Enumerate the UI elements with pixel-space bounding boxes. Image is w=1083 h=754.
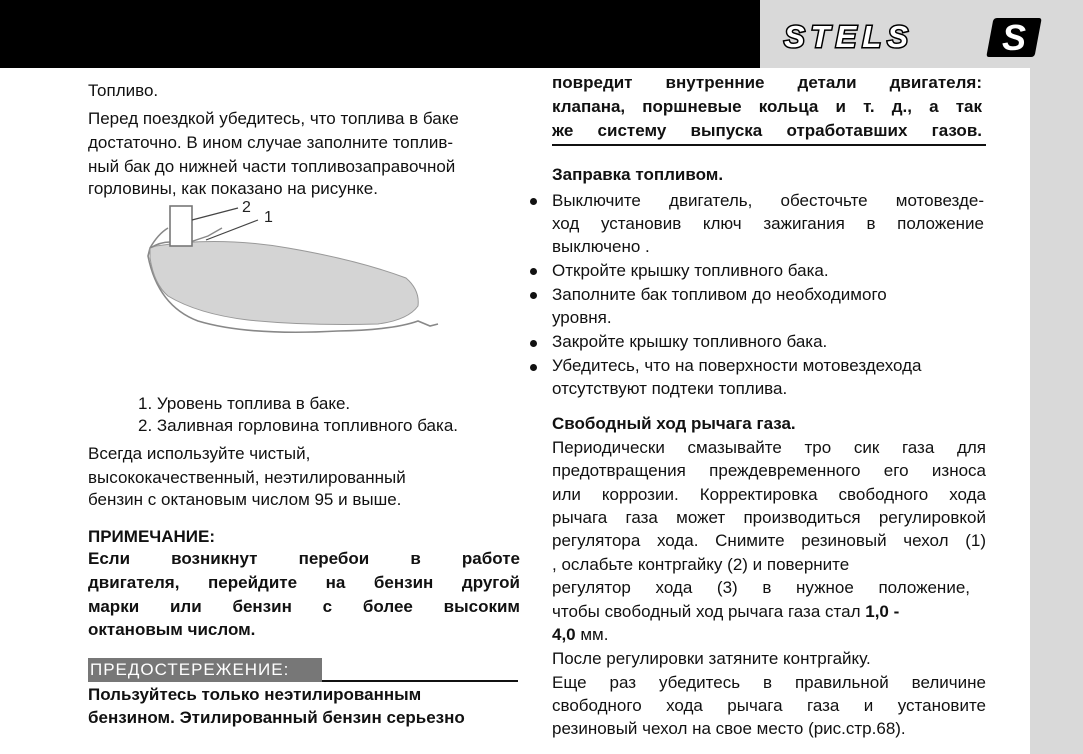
fuel-p1-line-1: Перед поездкой убедитесь, что топлива в баке [88,109,459,128]
throttle-unit: мм. [575,625,609,644]
fuel-p2-line-2: высококачественный, неэтилированный [88,468,406,487]
throttle-after-line-3: свободного хода рычага газа и установите [552,696,986,715]
figure-caption-2: 2. Заливная горловина топливного бака. [138,416,458,435]
throttle-line-4: рычага газа может производиться регулировкой [552,508,986,527]
refuel-item-1-line-1: Выключите двигатель, обесточьте мотовезде- [552,191,984,210]
throttle-after-line-2: Еще раз убедитесь в правильной величине [552,673,986,692]
brand-badge-icon [985,14,1043,60]
note-title: ПРИМЕЧАНИЕ: [88,527,215,546]
throttle-line-9 [552,624,608,646]
filler-neck [170,206,192,246]
throttle-line-8-text: чтобы свободный ход рычага газа стал [552,602,866,621]
note-line-1: Если возникнут перебои в работе [88,549,520,568]
bullet-icon [530,198,537,205]
note-line-3: марки или бензин с более высоким [88,597,520,616]
refuel-item-4: Закройте крышку топливного бака. [552,332,828,351]
throttle-title: Свободный ход рычага газа. [552,414,796,433]
refuel-item-1-line-3: выключено . [552,237,650,256]
note-line-2: двигателя, перейдите на бензин другой [88,573,520,592]
side-strip [1030,68,1083,754]
refuel-item-2: Откройте крышку топливного бака. [552,261,829,280]
bullet-icon [530,340,537,347]
throttle-line-3: или коррозии. Корректировка свободного хода [552,485,986,504]
figure-caption-1: 1. Уровень топлива в баке. [138,394,351,413]
throttle-line-2: предотвращения преждевременного его износа [552,461,986,480]
warning-line-2: бензином. Этилированный бензин серьезно [88,708,465,727]
callout-2: 2 [242,199,251,216]
warning-end-rule [552,144,986,146]
warning-cont-line-1: повредит внутренние детали двигателя: [552,73,982,92]
refuel-title: Заправка топливом. [552,165,724,184]
fuel-p1-line-4: горловины, как показано на рисунке. [88,179,378,198]
throttle-line-6: , ослабьте контргайку (2) и поверните [552,555,850,574]
brand-logo [782,20,977,52]
callout-1: 1 [264,209,273,226]
fuel-p1-line-2: достаточно. В ином случае заполните топлив- [88,133,454,152]
bullet-icon [530,364,537,371]
fuel-title: Топливо. [88,81,159,100]
throttle-value-b: 4,0 [552,625,576,644]
throttle-line-8 [552,601,899,623]
throttle-line-5: регулятора хода. Снимите резиновый чехол (1) [552,531,986,550]
throttle-line-7: регулятор хода (3) в нужное положение, [552,578,970,597]
throttle-value-a: 1,0 - [865,602,900,621]
refuel-item-3-line-2: уровня. [552,308,612,327]
refuel-item-1-line-2: ход установив ключ зажигания в положение [552,214,984,233]
bullet-icon [530,268,537,275]
fuel-tank-figure [138,196,448,386]
throttle-line-1: Периодически смазывайте тро сик газа для [552,438,986,457]
brand-badge-letter: S [1001,17,1027,58]
throttle-after-line-1: После регулировки затяните контргайку. [552,649,871,668]
refuel-item-5-line-2: отсутствуют подтеки топлива. [552,379,788,398]
warning-cont-line-3: же систему выпуска отработавших газов. [552,121,982,140]
bullet-icon [530,292,537,299]
fuel-p1-line-3: ный бак до нижней части топливозаправочной [88,157,456,176]
warning-rule [322,680,518,682]
warning-line-1: Пользуйтесь только неэтилированным [88,685,422,704]
throttle-after-line-4: резиновый чехол на свое место (рис.стр.68). [552,719,906,738]
refuel-item-3-line-1: Заполните бак топливом до необходимого [552,285,887,304]
warning-cont-line-2: клапана, поршневые кольца и т. д., а так [552,97,982,116]
refuel-item-5-line-1: Убедитесь, что на поверхности мотовездехода [552,356,922,375]
fuel-p2-line-1: Всегда используйте чистый, [88,444,311,463]
note-line-4: октановым числом. [88,620,256,639]
warning-label: ПРЕДОСТЕРЕЖЕНИЕ: [88,658,322,682]
brand-name: STELS [784,20,914,52]
fuel-p2-line-3: бензин с октановым числом 95 и выше. [88,490,402,509]
